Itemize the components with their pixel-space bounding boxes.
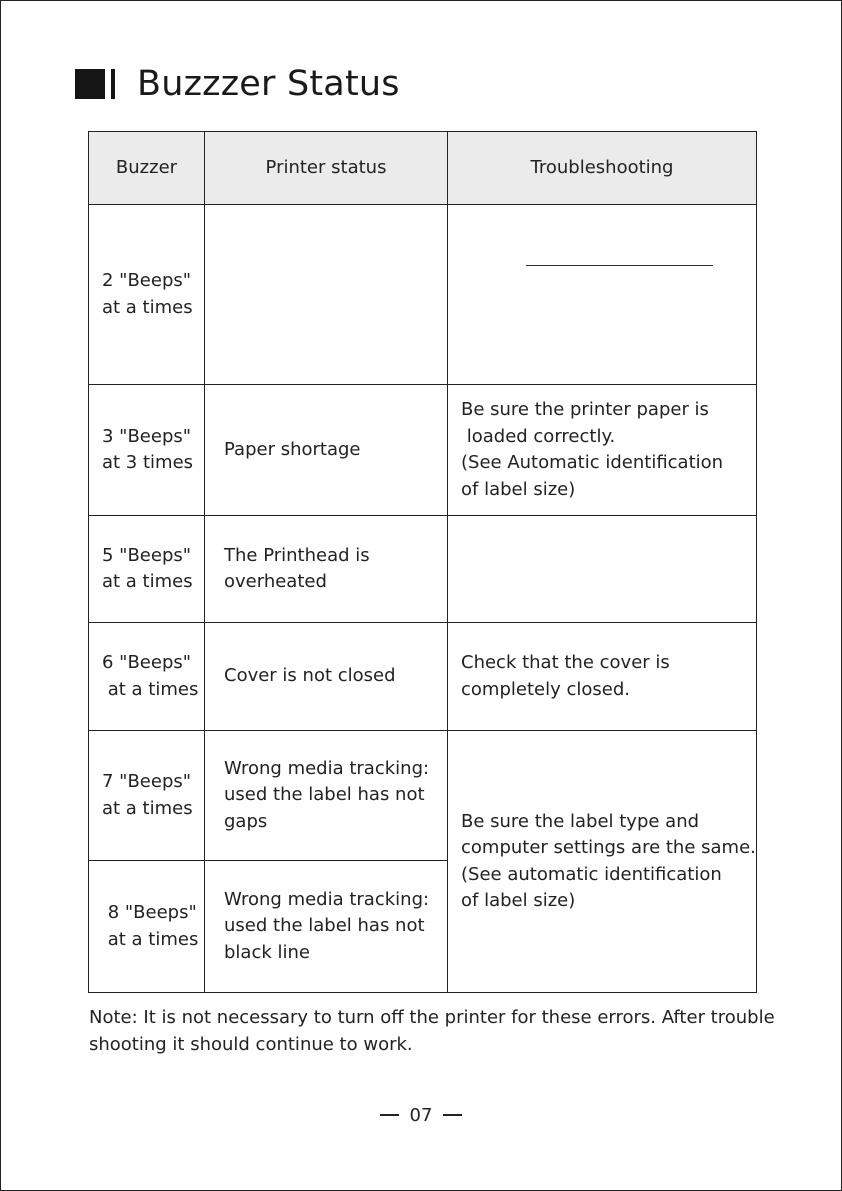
header-troubleshooting: Troubleshooting [448, 132, 757, 205]
table-row [89, 731, 757, 861]
buzzer-cell: 6 "Beeps" at a times [89, 623, 205, 731]
header-buzzer: Buzzer [89, 132, 205, 205]
note-text: Note: It is not necessary to turn off the printer for these errors. After trouble shooting it should continue to work. [89, 1007, 775, 1055]
heading-bar-icon [111, 69, 115, 99]
status-cell: Cover is not closed [205, 623, 448, 731]
table-row [89, 205, 757, 385]
footer-dash-right [443, 1114, 462, 1116]
section-heading [75, 61, 400, 107]
status-cell: Wrong media tracking: used the label has not black line [205, 861, 448, 993]
buzzer-cell: 2 "Beeps" at a times [89, 205, 205, 385]
troubleshooting-cell [448, 205, 757, 385]
page-number: 07 [409, 1104, 433, 1126]
status-cell: Wrong media tracking: used the label has not gaps [205, 731, 448, 861]
table-header-row [89, 132, 757, 205]
troubleshooting-cell: Check that the cover is completely closed. [448, 623, 757, 731]
buzzer-cell: 7 "Beeps" at a times [89, 731, 205, 861]
troubleshooting-cell [448, 516, 757, 623]
strike-line [526, 265, 713, 266]
header-printer-status: Printer status [205, 132, 448, 205]
table-row [89, 623, 757, 731]
page-footer [1, 1103, 841, 1127]
status-cell [205, 205, 448, 385]
status-cell: Paper shortage [205, 385, 448, 516]
heading-square-icon [75, 69, 105, 99]
footer-dash-left [380, 1114, 399, 1116]
table-row [89, 385, 757, 516]
troubleshooting-cell: Be sure the label type and computer settings are the same. (See automatic identification of label size) [448, 731, 757, 993]
buzzer-cell: 5 "Beeps" at a times [89, 516, 205, 623]
buzzer-status-table [88, 131, 757, 993]
table-row [89, 516, 757, 623]
status-cell: The Printhead is overheated [205, 516, 448, 623]
page-title: Buzzzer Status [137, 64, 400, 104]
troubleshooting-cell: Be sure the printer paper is loaded correctly. (See Automatic identification of label size) [448, 385, 757, 516]
buzzer-cell: 3 "Beeps" at 3 times [89, 385, 205, 516]
struck-out-text [461, 205, 756, 384]
buzzer-cell: 8 "Beeps" at a times [89, 861, 205, 993]
